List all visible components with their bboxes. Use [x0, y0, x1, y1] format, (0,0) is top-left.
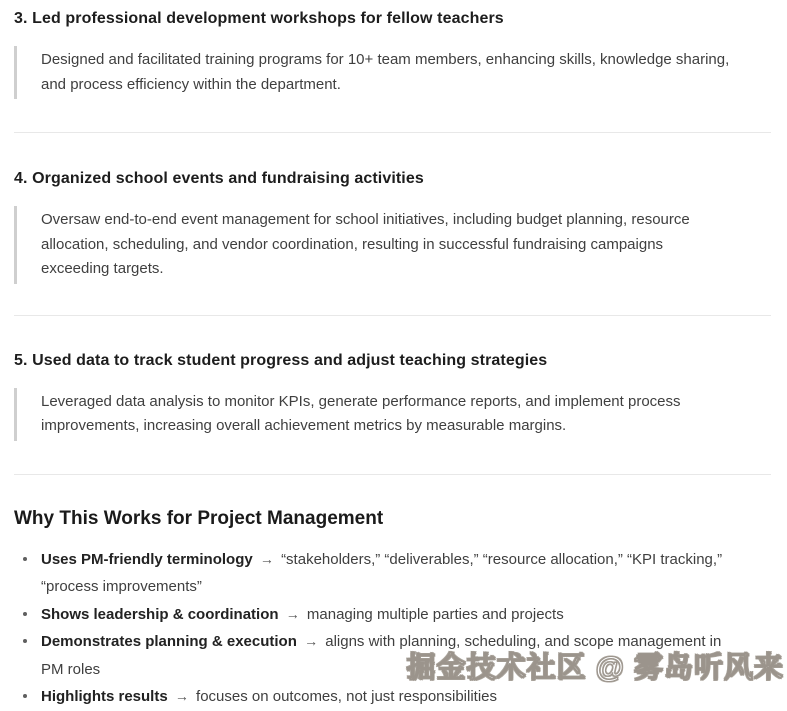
watermark: 掘金技术社区 @ 雾岛听风来	[406, 652, 784, 684]
bullet-icon	[23, 639, 27, 643]
divider	[14, 132, 771, 133]
bullet-text: aligns with planning, scheduling, and scope management in PM roles	[41, 633, 722, 678]
section-4	[14, 168, 771, 284]
list-item	[41, 628, 741, 683]
bullet-lead: Shows leadership & coordination	[41, 605, 279, 623]
section-3-quote: Designed and facilitated training programs for 10+ team members, enhancing skills, knowledge sharing, and process efficiency within the department.	[14, 46, 771, 99]
bullet-text: managing multiple parties and projects	[306, 605, 564, 623]
arrow-icon: →	[285, 605, 300, 622]
section-5-title: 5. Used data to track student progress and adjust teaching strategies	[14, 351, 548, 369]
section-3	[14, 8, 771, 99]
section-4-title: 4. Organized school events and fundraising activities	[14, 170, 424, 187]
list-item	[41, 683, 741, 711]
why-section-title: Why This Works for Project Management	[14, 507, 384, 529]
arrow-icon: →	[259, 550, 274, 567]
section-3-title: 3. Led professional development workshops for fellow teachers	[14, 10, 504, 27]
section-5	[14, 350, 771, 441]
bullet-lead: Uses PM-friendly terminology	[41, 550, 253, 568]
bullet-text: focuses on outcomes, not just responsibilities	[196, 688, 498, 705]
bullet-icon	[23, 557, 27, 561]
bullet-icon	[23, 694, 27, 698]
divider	[14, 315, 771, 316]
bullet-icon	[23, 612, 27, 616]
why-section	[14, 506, 771, 711]
list-item	[41, 601, 741, 629]
section-5-quote: Leveraged data analysis to monitor KPIs, generate performance reports, and implement process improvements, increasing overall achievement metrics by measurable margins.	[14, 388, 771, 441]
arrow-icon: →	[304, 633, 319, 649]
bullet-lead: Highlights results	[41, 688, 168, 705]
divider	[14, 474, 771, 475]
section-4-quote: Oversaw end-to-end event management for school initiatives, including budget planning, resource allocation, scheduling, and vendor coordination, resulting in successful fundraising campaigns exceeding targets.	[14, 206, 771, 284]
bullet-lead: Demonstrates planning & execution	[41, 633, 297, 650]
bullet-text: “stakeholders,” “deliverables,” “resource allocation,” “KPI tracking,” “process improvements”	[41, 550, 723, 595]
list-item	[41, 546, 741, 601]
arrow-icon: →	[174, 688, 189, 704]
why-bullet-list	[14, 546, 771, 711]
